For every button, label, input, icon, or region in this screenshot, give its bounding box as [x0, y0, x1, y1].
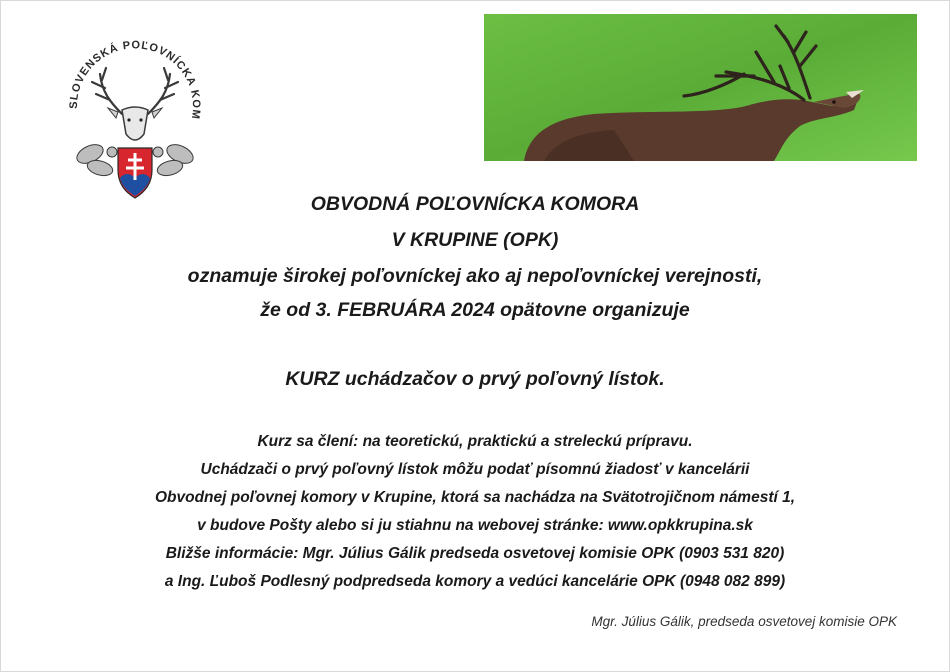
- announcement-line: oznamuje širokej poľovníckej ako aj nepoľovníckej verejnosti,: [187, 265, 763, 287]
- svg-text:SLOVENSKÁ POĽOVNÍCKA KOMORA: [60, 22, 202, 120]
- logo-ring-text: SLOVENSKÁ POĽOVNÍCKA KOM: [67, 39, 203, 121]
- detail-line-contact: Bližše informácie: Mgr. Július Gálik predseda osvetovej komisie OPK (0903 531 820): [165, 545, 785, 562]
- detail-line: Kurz sa člení: na teoretickú, praktickú a streleckú prípravu.: [257, 433, 693, 450]
- deer-photo: [484, 14, 917, 161]
- detail-line-contact: a Ing. Ľuboš Podlesný podpredseda komory a vedúci kancelárie OPK (0948 082 899): [164, 573, 786, 590]
- signature: Mgr. Július Gálik, predseda osvetovej komisie OPK: [591, 614, 897, 629]
- org-location-line: V KRUPINE (OPK): [391, 229, 559, 251]
- slovak-hunting-chamber-logo: [60, 22, 210, 207]
- deer-icon: [484, 14, 917, 161]
- detail-line: Obvodnej poľovnej komory v Krupine, ktorá sa nachádza na Svätotrojičnom námestí 1,: [154, 489, 796, 506]
- detail-line: Uchádzači o prvý poľovný lístok môžu podať písomnú žiadosť v kancelárii: [200, 461, 750, 478]
- logo-graphic: [60, 22, 210, 207]
- date-line: že od 3. FEBRUÁRA 2024 opätovne organizuje: [260, 299, 690, 321]
- org-name-line: OBVODNÁ POĽOVNÍCKA KOMORA: [310, 193, 640, 215]
- course-title: KURZ uchádzačov o prvý poľovný lístok.: [285, 368, 665, 390]
- detail-line-website: v budove Pošty alebo si ju stiahnu na webovej stránke: www.opkkrupina.sk: [197, 517, 753, 534]
